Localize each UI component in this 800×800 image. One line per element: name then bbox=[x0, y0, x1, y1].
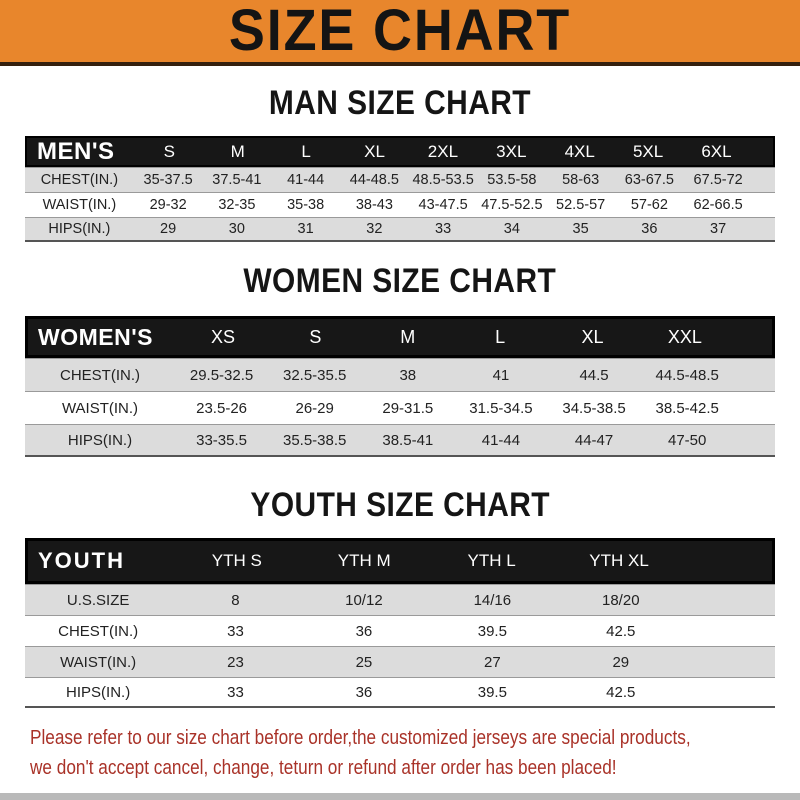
size-cell: 32-35 bbox=[218, 197, 256, 213]
size-cell: 37 bbox=[710, 221, 727, 237]
size-cell: 39.5 bbox=[477, 683, 507, 701]
size-cell: 63-67.5 bbox=[624, 172, 674, 188]
size-cell: 18/20 bbox=[602, 591, 640, 609]
men-col-header: XL bbox=[364, 141, 385, 161]
women-heading-text: WOMEN SIZE CHART bbox=[243, 262, 557, 300]
row-label: CHEST(IN.) bbox=[58, 622, 139, 640]
men-col-header: 5XL bbox=[632, 141, 664, 161]
size-cell: 38.5-42.5 bbox=[655, 399, 719, 417]
women-chest-row bbox=[25, 358, 775, 391]
size-cell: 33 bbox=[435, 221, 452, 237]
women-waist-row bbox=[25, 391, 775, 424]
youth-waist-row bbox=[25, 646, 775, 677]
men-col-header: 4XL bbox=[564, 141, 595, 161]
men-size-table bbox=[25, 136, 775, 242]
youth-col-header: YTH XL bbox=[589, 551, 649, 570]
size-cell: 34 bbox=[503, 221, 520, 237]
size-cell: 38.5-41 bbox=[382, 431, 434, 449]
row-label: HIPS(IN.) bbox=[67, 431, 133, 449]
youth-section-heading bbox=[0, 488, 800, 522]
size-cell: 14/16 bbox=[473, 591, 512, 609]
size-cell: 48.5-53.5 bbox=[412, 172, 474, 188]
size-cell: 23 bbox=[227, 653, 244, 671]
size-cell: 37.5-41 bbox=[212, 172, 262, 188]
women-hips-row bbox=[25, 424, 775, 457]
row-label: U.S.SIZE bbox=[66, 591, 130, 609]
footer-note-line-1: Please refer to our size chart before order,the customized jerseys are special products, bbox=[30, 727, 691, 749]
size-cell: 47.5-52.5 bbox=[481, 197, 543, 213]
row-label: HIPS(IN.) bbox=[66, 683, 131, 701]
size-cell: 36 bbox=[641, 221, 658, 237]
footer-note-line-2: we don't accept cancel, change, teturn or refund after order has been placed! bbox=[30, 757, 617, 779]
size-cell: 27 bbox=[484, 653, 501, 671]
youth-ussize-row bbox=[25, 584, 775, 615]
women-col-header: XXL bbox=[667, 326, 702, 347]
women-corner-label: WOMEN'S bbox=[38, 323, 154, 350]
size-cell: 10/12 bbox=[345, 591, 383, 609]
size-cell: 31.5-34.5 bbox=[469, 399, 533, 417]
footer-note bbox=[0, 723, 800, 783]
youth-hips-row bbox=[25, 677, 775, 708]
youth-table-header-row bbox=[25, 538, 775, 584]
size-cell: 29-31.5 bbox=[382, 399, 434, 417]
size-cell: 42.5 bbox=[606, 683, 636, 701]
row-label: WAIST(IN.) bbox=[42, 197, 117, 213]
women-col-header: M bbox=[400, 326, 416, 347]
men-col-header: 6XL bbox=[701, 141, 732, 161]
row-label: HIPS(IN.) bbox=[48, 221, 111, 237]
size-cell: 31 bbox=[297, 221, 314, 237]
size-cell: 35-38 bbox=[287, 197, 325, 213]
men-chest-row bbox=[25, 167, 775, 192]
man-section-heading bbox=[0, 86, 800, 120]
size-cell: 47-50 bbox=[668, 431, 707, 449]
size-cell: 33-35.5 bbox=[196, 431, 247, 449]
size-cell: 29-32 bbox=[149, 197, 187, 213]
size-cell: 67.5-72 bbox=[693, 172, 743, 188]
size-cell: 32 bbox=[366, 221, 383, 237]
size-cell: 44.5-48.5 bbox=[655, 366, 719, 384]
size-cell: 34.5-38.5 bbox=[562, 399, 626, 417]
row-label: WAIST(IN.) bbox=[61, 399, 139, 417]
size-cell: 36 bbox=[355, 622, 373, 640]
men-col-header: S bbox=[163, 141, 176, 161]
size-cell: 33 bbox=[227, 683, 244, 701]
youth-heading-text: YOUTH SIZE CHART bbox=[250, 486, 550, 524]
row-label: WAIST(IN.) bbox=[60, 653, 137, 671]
size-cell: 32.5-35.5 bbox=[282, 366, 347, 384]
size-cell: 35 bbox=[572, 221, 589, 237]
size-cell: 53.5-58 bbox=[487, 172, 537, 188]
size-cell: 44-48.5 bbox=[349, 172, 399, 188]
size-cell: 58-63 bbox=[562, 172, 600, 188]
size-cell: 41-44 bbox=[481, 431, 521, 449]
size-cell: 23.5-26 bbox=[196, 399, 247, 417]
women-col-header: XL bbox=[581, 326, 604, 347]
women-table-header-row bbox=[25, 316, 775, 358]
size-cell: 42.5 bbox=[606, 622, 636, 640]
men-col-header: L bbox=[301, 141, 311, 161]
women-col-header: XS bbox=[210, 326, 235, 347]
men-col-header: 2XL bbox=[427, 141, 459, 161]
men-waist-row bbox=[25, 192, 775, 217]
size-cell: 36 bbox=[355, 683, 373, 701]
size-chart-banner bbox=[0, 0, 800, 66]
size-cell: 44-47 bbox=[574, 431, 614, 449]
size-cell: 35-37.5 bbox=[143, 172, 193, 188]
size-cell: 33 bbox=[227, 622, 244, 640]
size-cell: 39.5 bbox=[477, 622, 507, 640]
youth-corner-label: YOUTH bbox=[38, 548, 125, 573]
size-cell: 35.5-38.5 bbox=[282, 431, 347, 449]
bottom-gray-strip bbox=[0, 793, 800, 800]
size-cell: 30 bbox=[228, 221, 245, 237]
size-cell: 41-44 bbox=[287, 172, 325, 188]
size-cell: 29.5-32.5 bbox=[189, 366, 254, 384]
size-cell: 25 bbox=[355, 653, 373, 671]
size-cell: 29 bbox=[160, 221, 177, 237]
size-cell: 43-47.5 bbox=[418, 197, 468, 213]
youth-col-header: YTH S bbox=[211, 551, 262, 570]
women-size-table bbox=[25, 316, 775, 457]
size-cell: 41 bbox=[492, 366, 510, 384]
women-col-header: S bbox=[309, 326, 322, 347]
size-cell: 8 bbox=[231, 591, 240, 609]
women-col-header: L bbox=[495, 326, 506, 347]
row-label: CHEST(IN.) bbox=[60, 366, 140, 384]
row-label: CHEST(IN.) bbox=[40, 172, 119, 188]
size-cell: 26-29 bbox=[295, 399, 334, 417]
youth-chest-row bbox=[25, 615, 775, 646]
men-corner-label: MEN'S bbox=[37, 137, 115, 165]
size-cell: 38 bbox=[399, 366, 417, 384]
banner-title: SIZE CHART bbox=[228, 0, 572, 63]
women-section-heading bbox=[0, 264, 800, 298]
man-heading-text: MAN SIZE CHART bbox=[268, 84, 532, 122]
youth-col-header: YTH L bbox=[467, 551, 516, 570]
size-cell: 57-62 bbox=[630, 197, 668, 213]
men-col-header: 3XL bbox=[496, 141, 527, 161]
youth-col-header: YTH M bbox=[337, 551, 391, 570]
size-cell: 38-43 bbox=[355, 197, 393, 213]
men-hips-row bbox=[25, 217, 775, 242]
size-cell: 62-66.5 bbox=[693, 197, 743, 213]
youth-size-table bbox=[25, 538, 775, 708]
size-cell: 44.5 bbox=[579, 366, 609, 384]
men-col-header: M bbox=[230, 141, 245, 161]
size-cell: 52.5-57 bbox=[556, 197, 606, 213]
men-table-header-row bbox=[25, 136, 775, 167]
size-cell: 29 bbox=[612, 653, 630, 671]
